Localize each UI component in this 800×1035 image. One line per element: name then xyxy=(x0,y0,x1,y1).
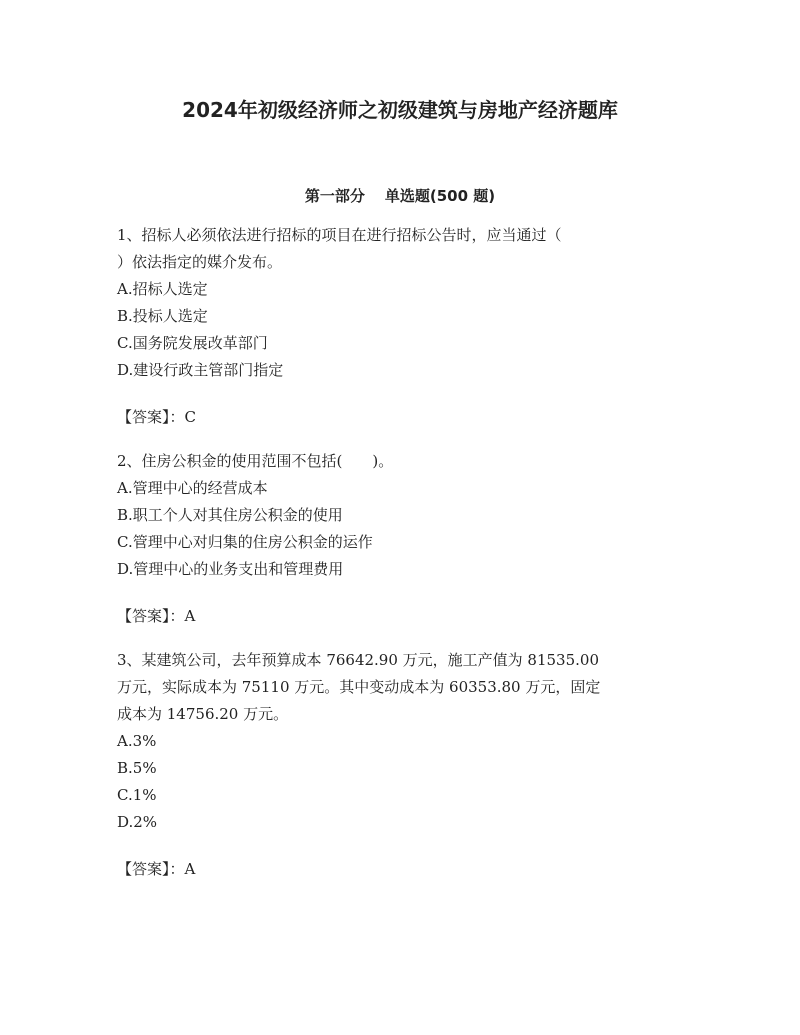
answer-line xyxy=(117,404,687,431)
question-2 xyxy=(117,448,687,630)
question-1 xyxy=(117,222,687,431)
answer-line xyxy=(117,603,687,630)
question-3 xyxy=(117,647,687,883)
option-b: B.投标人选定 xyxy=(117,307,208,325)
document-title: 2024年初级经济师之初级建筑与房地产经济题库 xyxy=(182,98,618,122)
option-c: C.1% xyxy=(117,786,157,804)
option-d: D.建设行政主管部门指定 xyxy=(117,361,284,379)
answer-label: 【答案】： xyxy=(117,860,185,878)
answer-label: 【答案】： xyxy=(117,607,185,625)
option-d: D.管理中心的业务支出和管理费用 xyxy=(117,560,344,578)
question-stem-line: ）依法指定的媒介发布。 xyxy=(117,253,283,271)
question-list xyxy=(117,222,687,900)
answer-line xyxy=(117,856,687,883)
question-stem-line: 万元，实际成本为 75110 万元。其中变动成本为 60353.80 万元，固定 xyxy=(117,678,601,696)
answer-value: A xyxy=(184,607,196,625)
answer-value: C xyxy=(184,408,196,426)
question-stem-line: 3、某建筑公司，去年预算成本 76642.90 万元，施工产值为 81535.00 xyxy=(117,651,599,669)
option-c: C.管理中心对归集的住房公积金的运作 xyxy=(117,533,373,551)
option-b: B.5% xyxy=(117,759,157,777)
section-title xyxy=(0,183,800,209)
section-part: 第一部分 xyxy=(304,187,365,205)
question-stem-line: 2、住房公积金的使用范围不包括( )。 xyxy=(117,452,394,470)
option-a: A.3% xyxy=(117,732,157,750)
option-a: A.管理中心的经营成本 xyxy=(117,479,268,497)
answer-value: A xyxy=(184,860,196,878)
section-name: 单选题(500 题) xyxy=(384,187,496,205)
question-stem-line: 1、招标人必须依法进行招标的项目在进行招标公告时，应当通过（ xyxy=(117,226,562,244)
option-a: A.招标人选定 xyxy=(117,280,208,298)
question-stem-line: 成本为 14756.20 万元。 xyxy=(117,705,289,723)
answer-label: 【答案】： xyxy=(117,408,185,426)
option-c: C.国务院发展改革部门 xyxy=(117,334,268,352)
option-b: B.职工个人对其住房公积金的使用 xyxy=(117,506,343,524)
option-d: D.2% xyxy=(117,813,158,831)
